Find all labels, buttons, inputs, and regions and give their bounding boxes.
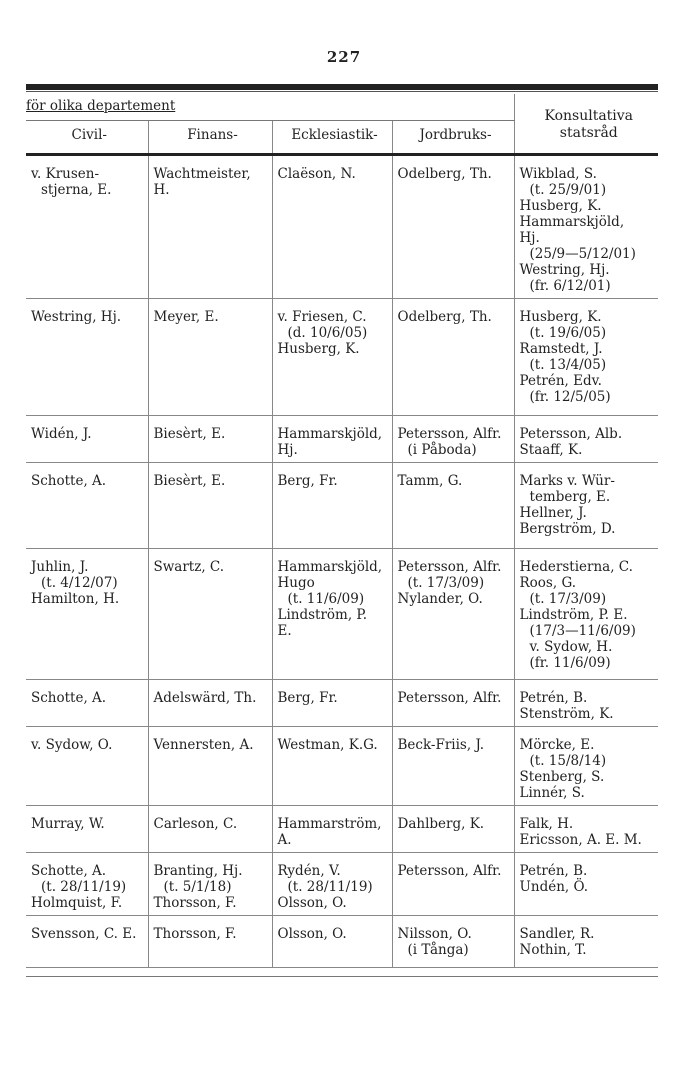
cell-line: Olsson, O. [277, 895, 347, 911]
cell-line: (t. 17/3/09) [529, 591, 607, 607]
table-cell [514, 680, 658, 727]
cell-line: (t. 15/8/14) [529, 753, 607, 769]
cell-line: Husberg, K. [277, 341, 360, 357]
table-cell [148, 155, 272, 299]
cell-line: (t. 4/12/07) [41, 575, 118, 591]
cell-line: (t. 5/1/18) [163, 879, 232, 895]
table-cell [514, 416, 658, 463]
table-cell [392, 853, 514, 916]
cell-line: Holmquist, F. [31, 895, 123, 911]
cell-line: Lindström, P. E. [519, 607, 628, 623]
cell-line: (i Tånga) [407, 942, 469, 958]
table-row [26, 155, 658, 299]
cell-line: Biesèrt, E. [153, 473, 226, 489]
table-cell [26, 155, 148, 299]
column-header-finans: Finans- [148, 121, 272, 155]
table-cell [148, 853, 272, 916]
cell-line: Swartz, C. [153, 559, 225, 575]
table-row [26, 299, 658, 416]
table-cell [148, 916, 272, 968]
cell-line: (t. 13/4/05) [529, 357, 607, 373]
table-cell [26, 680, 148, 727]
cell-line: temberg, E. [529, 489, 611, 505]
table-cell [392, 155, 514, 299]
cell-line: Rydén, V. [277, 863, 341, 879]
cell-line: Westring, Hj. [519, 262, 610, 278]
table-cell [148, 727, 272, 806]
table-cell [272, 299, 392, 416]
cell-line: Petersson, Alfr. [397, 426, 502, 442]
table-cell [272, 155, 392, 299]
column-header-ecklesiastik: Ecklesiastik- [272, 121, 392, 155]
cell-line: (25/9—5/12/01) [529, 246, 636, 262]
table-row [26, 680, 658, 727]
table-row [26, 916, 658, 968]
cell-line: Branting, Hj. [153, 863, 243, 879]
cell-line: Staaff, K. [519, 442, 583, 458]
table-cell [148, 680, 272, 727]
table-cell [272, 853, 392, 916]
table-cell [148, 806, 272, 853]
cell-line: Ramstedt, J. [519, 341, 603, 357]
cell-line: Petersson, Alfr. [397, 863, 502, 879]
table-cell [272, 916, 392, 968]
table-cell [392, 680, 514, 727]
cell-line: Stenberg, S. [519, 769, 605, 785]
table-cell [514, 299, 658, 416]
cell-line: Odelberg, Th. [397, 309, 492, 325]
cell-line: Beck-Friis, J. [397, 737, 485, 753]
cell-line: A. [277, 832, 292, 848]
cell-line: Marks v. Wür- [519, 473, 615, 489]
cell-line: Schotte, A. [31, 690, 107, 706]
table-cell [26, 463, 148, 549]
cell-line: Petrén, B. [519, 690, 588, 706]
cell-line: Odelberg, Th. [397, 166, 492, 182]
table-cell [26, 916, 148, 968]
group-header: för olika departement [26, 94, 514, 121]
cell-line: (d. 10/6/05) [287, 325, 368, 341]
cell-line: Dahlberg, K. [397, 816, 485, 832]
cell-line: Linnér, S. [519, 785, 585, 801]
cell-line: (i Påboda) [407, 442, 477, 458]
cell-line: Hammarström, [277, 816, 382, 832]
table-cell [392, 463, 514, 549]
cell-line: Nylander, O. [397, 591, 483, 607]
table-cell [514, 806, 658, 853]
table-cell [392, 916, 514, 968]
cell-line: Hj. [519, 230, 540, 246]
cell-line: Westring, Hj. [31, 309, 122, 325]
table-cell [392, 416, 514, 463]
cell-line: Olsson, O. [277, 926, 347, 942]
cell-line: v. Sydow, O. [31, 737, 113, 753]
table-cell [272, 806, 392, 853]
ministers-table [26, 94, 658, 968]
table-cell [392, 806, 514, 853]
cell-line: Hammarskjöld, [277, 426, 383, 442]
cell-line: Bergström, D. [519, 521, 616, 537]
cell-line: Biesèrt, E. [153, 426, 226, 442]
table-cell [26, 806, 148, 853]
cell-line: Widén, J. [31, 426, 92, 442]
cell-line: Hammarskjöld, [277, 559, 383, 575]
cell-line: (t. 11/6/09) [287, 591, 365, 607]
cell-line: Hamilton, H. [31, 591, 120, 607]
cell-line: Undén, Ö. [519, 879, 589, 895]
top-thin-rule [26, 91, 658, 92]
cell-line: stjerna, E. [41, 182, 112, 198]
cell-line: Petrén, Edv. [519, 373, 602, 389]
column-header-civil: Civil- [26, 121, 148, 155]
cell-line: Petrén, B. [519, 863, 588, 879]
cell-line: Schotte, A. [31, 473, 107, 489]
cell-line: Hederstierna, C. [519, 559, 633, 575]
table-cell [272, 416, 392, 463]
cell-line: Vennersten, A. [153, 737, 254, 753]
cell-line: Berg, Fr. [277, 690, 338, 706]
column-header-konsultativa: Konsultativa statsråd [514, 94, 658, 155]
cell-line: (fr. 11/6/09) [529, 655, 611, 671]
cell-line: Hugo [277, 575, 315, 591]
cell-line: Ericsson, A. E. M. [519, 832, 642, 848]
cell-line: (t. 25/9/01) [529, 182, 607, 198]
cell-line: Roos, G. [519, 575, 577, 591]
table-cell [148, 549, 272, 680]
cell-line: (17/3—11/6/09) [529, 623, 636, 639]
table-cell [392, 299, 514, 416]
cell-line: Wikblad, S. [519, 166, 597, 182]
cell-line: Meyer, E. [153, 309, 219, 325]
cell-line: Wachtmeister, [153, 166, 251, 182]
table-body [26, 155, 658, 968]
cell-line: Petersson, Alfr. [397, 559, 502, 575]
table-row [26, 727, 658, 806]
cell-line: Sandler, R. [519, 926, 595, 942]
cell-line: Claëson, N. [277, 166, 356, 182]
cell-line: E. [277, 623, 292, 639]
cell-line: Husberg, K. [519, 309, 602, 325]
table-cell [514, 549, 658, 680]
table-cell [272, 680, 392, 727]
cell-line: Falk, H. [519, 816, 574, 832]
cell-line: H. [153, 182, 170, 198]
table-cell [272, 463, 392, 549]
cell-line: Juhlin, J. [31, 559, 89, 575]
cell-line: (t. 19/6/05) [529, 325, 607, 341]
table-cell [148, 416, 272, 463]
cell-line: Mörcke, E. [519, 737, 595, 753]
table-cell [392, 727, 514, 806]
cell-line: (fr. 6/12/01) [529, 278, 611, 294]
table-cell [148, 463, 272, 549]
cell-line: Thorsson, F. [153, 895, 237, 911]
table-cell [272, 549, 392, 680]
cell-line: Nothin, T. [519, 942, 587, 958]
cell-line: Hj. [277, 442, 298, 458]
cell-line: Berg, Fr. [277, 473, 338, 489]
cell-line: v. Krusen- [31, 166, 100, 182]
bottom-rule [26, 976, 658, 977]
table-cell [26, 299, 148, 416]
cell-line: Svensson, C. E. [31, 926, 137, 942]
cell-line: Petersson, Alb. [519, 426, 623, 442]
cell-line: Adelswärd, Th. [153, 690, 257, 706]
table-cell [514, 155, 658, 299]
cell-line: Nilsson, O. [397, 926, 472, 942]
column-header-jordbruks: Jordbruks- [392, 121, 514, 155]
cell-line: Schotte, A. [31, 863, 107, 879]
table-cell [26, 549, 148, 680]
table-cell [26, 416, 148, 463]
cell-line: (fr. 12/5/05) [529, 389, 611, 405]
table-cell [514, 727, 658, 806]
cell-line: (t. 17/3/09) [407, 575, 485, 591]
cell-line: Thorsson, F. [153, 926, 237, 942]
cell-line: Murray, W. [31, 816, 105, 832]
cell-line: Westman, K.G. [277, 737, 378, 753]
table-cell [392, 549, 514, 680]
cell-line: v. Friesen, C. [277, 309, 367, 325]
table-cell [26, 727, 148, 806]
cell-line: v. Sydow, H. [529, 639, 613, 655]
page-number: 227 [326, 48, 362, 66]
cell-line: (t. 28/11/19) [287, 879, 373, 895]
cell-line: Petersson, Alfr. [397, 690, 502, 706]
table-row [26, 416, 658, 463]
cell-line: Carleson, C. [153, 816, 238, 832]
table-cell [514, 463, 658, 549]
table-cell [514, 916, 658, 968]
cell-line: Lindström, P. [277, 607, 368, 623]
table-row [26, 806, 658, 853]
cell-line: (t. 28/11/19) [41, 879, 127, 895]
table-cell [148, 299, 272, 416]
cell-line: Tamm, G. [397, 473, 463, 489]
top-rule [26, 84, 658, 90]
table-cell [26, 853, 148, 916]
cell-line: Hellner, J. [519, 505, 587, 521]
cell-line: Stenström, K. [519, 706, 614, 722]
table-row [26, 463, 658, 549]
cell-line: Husberg, K. [519, 198, 602, 214]
table-row [26, 853, 658, 916]
cell-line: Hammarskjöld, [519, 214, 625, 230]
table-cell [514, 853, 658, 916]
table-row [26, 549, 658, 680]
table-cell [272, 727, 392, 806]
